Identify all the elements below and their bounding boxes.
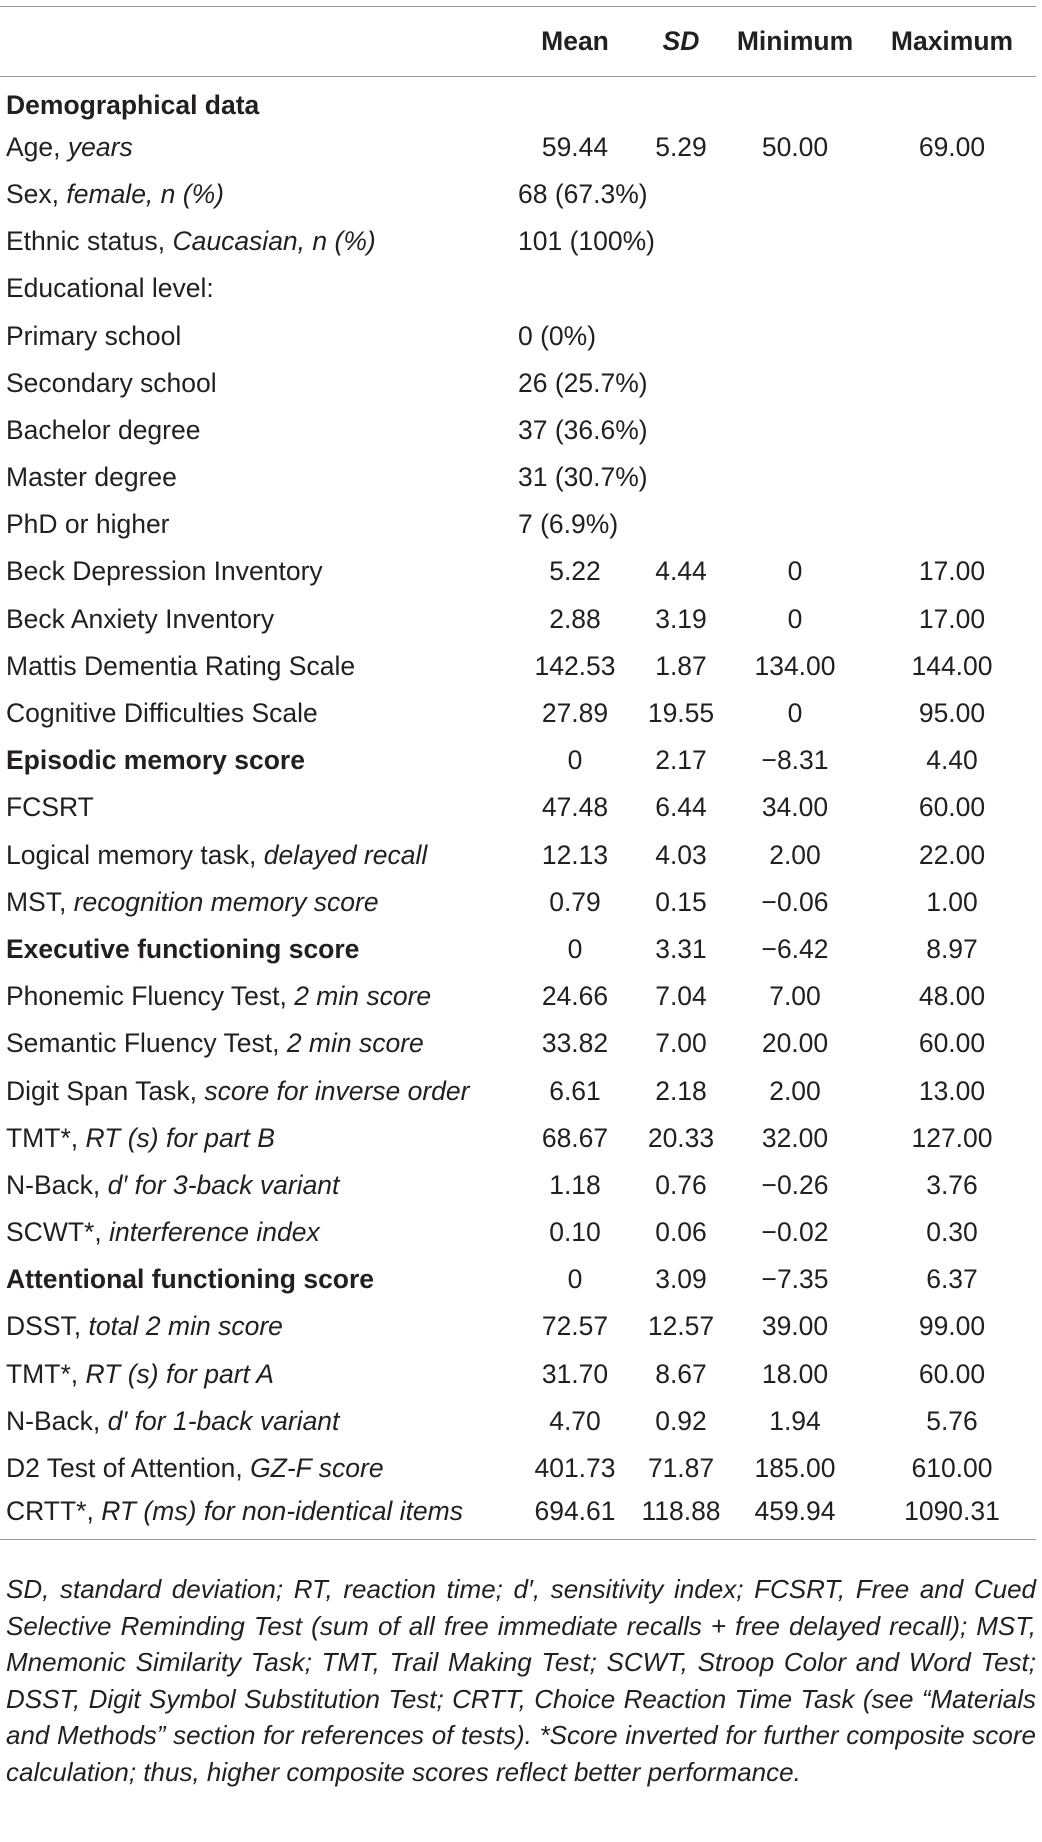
row-label xyxy=(0,1209,510,1256)
row-label-qualifier: total 2 min score xyxy=(88,1311,283,1342)
minimum-cell: 459.94 xyxy=(722,1492,868,1539)
maximum-cell: 99.00 xyxy=(918,1311,986,1342)
mean-cell: 27.89 xyxy=(541,698,609,729)
table-row xyxy=(0,1303,1036,1350)
count-percent-cell: 31 (30.7%) xyxy=(518,462,648,493)
table-row xyxy=(0,360,1036,407)
sd-cell: 118.88 xyxy=(640,1492,722,1539)
minimum-cell: 7.00 xyxy=(769,981,821,1012)
row-label-qualifier: RT (s) for part A xyxy=(85,1358,274,1389)
row-label-text: Phonemic Fluency Test, xyxy=(6,981,295,1012)
minimum-cell: −8.31 xyxy=(761,745,829,776)
row-label-text: D2 Test of Attention, xyxy=(6,1453,251,1484)
descriptive-statistics-table xyxy=(0,6,1036,1540)
table-section-row xyxy=(0,77,1036,124)
table-header-row xyxy=(0,7,1036,77)
table-section-row xyxy=(0,737,1036,784)
minimum-cell: 0 xyxy=(787,556,803,587)
row-label xyxy=(0,737,510,784)
sd-cell: 12.57 xyxy=(647,1311,715,1342)
count-percent-cell: 7 (6.9%) xyxy=(518,509,619,540)
row-label-text: Episodic memory score xyxy=(6,745,305,776)
table-row xyxy=(0,218,1036,265)
minimum-cell: 0 xyxy=(787,603,803,634)
maximum-cell: 95.00 xyxy=(918,698,986,729)
sd-cell: 20.33 xyxy=(647,1122,715,1153)
header-label-column xyxy=(0,7,510,77)
mean-cell: 59.44 xyxy=(541,131,609,162)
row-label-text: Educational level: xyxy=(6,273,214,304)
sd-cell: 3.31 xyxy=(655,933,707,964)
row-label-qualifier: RT (s) for part B xyxy=(85,1122,275,1153)
row-label-text: Secondary school xyxy=(6,367,217,398)
minimum-cell: 39.00 xyxy=(761,1311,829,1342)
row-label-qualifier: 2 min score xyxy=(294,981,432,1012)
sd-cell: 2.18 xyxy=(655,1075,707,1106)
minimum-cell: −7.35 xyxy=(761,1264,829,1295)
row-label-qualifier: d′ for 3-back variant xyxy=(107,1169,340,1200)
minimum-cell: 2.00 xyxy=(769,839,821,870)
count-percent-cell: 37 (36.6%) xyxy=(518,414,648,445)
table-row xyxy=(0,407,1036,454)
header-sd: SD xyxy=(640,7,722,77)
row-label xyxy=(0,1351,510,1398)
maximum-cell: 8.97 xyxy=(926,933,978,964)
row-label-text: DSST, xyxy=(6,1311,89,1342)
row-label-text: Master degree xyxy=(6,462,177,493)
count-percent-cell xyxy=(510,265,1036,312)
row-label xyxy=(0,360,510,407)
row-label xyxy=(0,1256,510,1303)
row-label xyxy=(0,1398,510,1445)
maximum-cell: 69.00 xyxy=(918,131,986,162)
table-row xyxy=(0,454,1036,501)
row-label-text: Logical memory task, xyxy=(6,839,264,870)
row-label-text: Attentional functioning score xyxy=(6,1264,375,1295)
mean-cell: 33.82 xyxy=(541,1028,609,1059)
table-row xyxy=(0,832,1036,879)
header-minimum: Minimum xyxy=(722,7,868,77)
row-label xyxy=(0,1020,510,1067)
row-label-text: Digit Span Task, xyxy=(6,1075,205,1106)
minimum-cell: 134.00 xyxy=(754,650,836,681)
mean-cell: 2.88 xyxy=(549,603,601,634)
sd-cell: 3.09 xyxy=(655,1264,707,1295)
sd-cell: 1.87 xyxy=(655,650,707,681)
mean-cell: 401.73 xyxy=(534,1453,616,1484)
row-label-qualifier: score for inverse order xyxy=(204,1075,470,1106)
count-percent-cell: 0 (0%) xyxy=(518,320,597,351)
mean-cell xyxy=(510,77,640,124)
row-label-text: Cognitive Difficulties Scale xyxy=(6,698,318,729)
row-label-text: Semantic Fluency Test, xyxy=(6,1028,287,1059)
sd-cell: 8.67 xyxy=(655,1358,707,1389)
table-row xyxy=(0,1162,1036,1209)
sd-cell: 4.44 xyxy=(655,556,707,587)
maximum-cell: 60.00 xyxy=(918,792,986,823)
sd-cell: 5.29 xyxy=(655,131,707,162)
sd-cell xyxy=(640,77,722,124)
row-label-qualifier: RT (ms) for non-identical items xyxy=(101,1495,463,1526)
row-label xyxy=(0,454,510,501)
mean-cell: 0 xyxy=(567,933,583,964)
minimum-cell: 18.00 xyxy=(761,1358,829,1389)
row-label-qualifier: recognition memory score xyxy=(73,886,379,917)
table-row xyxy=(0,1067,1036,1114)
maximum-cell: 17.00 xyxy=(918,556,986,587)
row-label-text: Ethnic status, xyxy=(6,226,173,257)
row-label xyxy=(0,1067,510,1114)
table-row xyxy=(0,171,1036,218)
mean-cell: 0.79 xyxy=(549,886,601,917)
mean-cell: 1.18 xyxy=(549,1169,601,1200)
row-label-qualifier: years xyxy=(67,131,133,162)
sd-cell: 6.44 xyxy=(655,792,707,823)
sd-cell: 7.04 xyxy=(655,981,707,1012)
row-label xyxy=(0,784,510,831)
row-label-qualifier: 2 min score xyxy=(286,1028,424,1059)
sd-cell: 0.06 xyxy=(655,1217,707,1248)
table-row xyxy=(0,124,1036,171)
minimum-cell: 20.00 xyxy=(761,1028,829,1059)
minimum-cell: −6.42 xyxy=(761,933,829,964)
row-label-text: SCWT*, xyxy=(6,1217,110,1248)
minimum-cell xyxy=(722,77,868,124)
maximum-cell: 0.30 xyxy=(926,1217,978,1248)
sd-cell: 4.03 xyxy=(655,839,707,870)
minimum-cell: 32.00 xyxy=(761,1122,829,1153)
row-label xyxy=(0,218,510,265)
table-row xyxy=(0,1492,1036,1539)
mean-cell: 31.70 xyxy=(541,1358,609,1389)
minimum-cell: 50.00 xyxy=(761,131,829,162)
minimum-cell: 34.00 xyxy=(761,792,829,823)
row-label xyxy=(0,832,510,879)
mean-cell: 4.70 xyxy=(549,1405,601,1436)
row-label-qualifier: d′ for 1-back variant xyxy=(107,1405,340,1436)
sd-cell: 19.55 xyxy=(647,698,715,729)
table-row xyxy=(0,1445,1036,1492)
row-label-text: Beck Anxiety Inventory xyxy=(6,603,275,634)
count-percent-cell: 101 (100%) xyxy=(518,226,656,257)
maximum-cell: 4.40 xyxy=(926,745,978,776)
row-label-text: Executive functioning score xyxy=(6,933,360,964)
table-row xyxy=(0,265,1036,312)
maximum-cell: 6.37 xyxy=(926,1264,978,1295)
count-percent-cell: 26 (25.7%) xyxy=(518,367,648,398)
count-percent-cell: 68 (67.3%) xyxy=(518,178,648,209)
table-footnote: SD, standard deviation; RT, reaction time; d′, sensitivity index; FCSRT, Free and Cued Selective Reminding Test (sum of all free immediate recalls + free delayed recall); MST, Mnemonic Similarity Task; TMT, Trail Making Test; SCWT, Stroop Color and Word Test; DSST, Digit Symbol Substitution Test; CRTT, Choice Reaction Time Task (see “Materials and Methods” section for references of tests). *Score inverted for further composite score calculation; thus, higher composite scores reflect better performance. xyxy=(6,1574,1036,1787)
maximum-cell xyxy=(868,77,1036,124)
row-label-text: N-Back, xyxy=(6,1405,108,1436)
row-label xyxy=(0,501,510,548)
maximum-cell: 5.76 xyxy=(926,1405,978,1436)
row-label-qualifier: interference index xyxy=(109,1217,320,1248)
table-row xyxy=(0,643,1036,690)
row-label-text: PhD or higher xyxy=(6,509,170,540)
row-label xyxy=(0,1303,510,1350)
row-label xyxy=(0,124,510,171)
maximum-cell: 60.00 xyxy=(918,1028,986,1059)
mean-cell: 72.57 xyxy=(541,1311,609,1342)
maximum-cell: 127.00 xyxy=(911,1122,993,1153)
minimum-cell: 2.00 xyxy=(769,1075,821,1106)
maximum-cell: 144.00 xyxy=(911,650,993,681)
row-label xyxy=(0,926,510,973)
row-label-qualifier: Caucasian, n (%) xyxy=(172,226,376,257)
sd-cell: 3.19 xyxy=(655,603,707,634)
row-label-text: MST, xyxy=(6,886,74,917)
row-label-text: Beck Depression Inventory xyxy=(6,556,323,587)
row-label xyxy=(0,548,510,595)
row-label-text: Primary school xyxy=(6,320,182,351)
table-row xyxy=(0,596,1036,643)
maximum-cell: 17.00 xyxy=(918,603,986,634)
row-label xyxy=(0,171,510,218)
row-label xyxy=(0,690,510,737)
table-row xyxy=(0,1115,1036,1162)
minimum-cell: −0.26 xyxy=(761,1169,829,1200)
row-label-text: Sex, xyxy=(6,178,67,209)
mean-cell: 24.66 xyxy=(541,981,609,1012)
row-label-text: Bachelor degree xyxy=(6,414,201,445)
sd-cell: 7.00 xyxy=(655,1028,707,1059)
sd-cell: 71.87 xyxy=(647,1453,715,1484)
row-label xyxy=(0,312,510,359)
minimum-cell: −0.02 xyxy=(761,1217,829,1248)
mean-cell: 0 xyxy=(567,745,583,776)
table-section-row xyxy=(0,926,1036,973)
row-label-text: N-Back, xyxy=(6,1169,108,1200)
mean-cell: 47.48 xyxy=(541,792,609,823)
table-row xyxy=(0,690,1036,737)
row-label-qualifier: female, n (%) xyxy=(66,178,224,209)
row-label-text: TMT*, xyxy=(6,1358,86,1389)
maximum-cell: 13.00 xyxy=(918,1075,986,1106)
mean-cell: 694.61 xyxy=(510,1492,640,1539)
row-label xyxy=(0,596,510,643)
maximum-cell: 22.00 xyxy=(918,839,986,870)
header-mean: Mean xyxy=(510,7,640,77)
row-label xyxy=(0,265,510,312)
sd-cell: 0.92 xyxy=(655,1405,707,1436)
table-row xyxy=(0,1209,1036,1256)
row-label xyxy=(0,1115,510,1162)
minimum-cell: −0.06 xyxy=(761,886,829,917)
maximum-cell: 1090.31 xyxy=(868,1492,1036,1539)
row-label-text: FCSRT xyxy=(6,792,94,823)
row-label-text: Demographical data xyxy=(6,89,260,120)
mean-cell: 0.10 xyxy=(549,1217,601,1248)
mean-cell: 68.67 xyxy=(541,1122,609,1153)
mean-cell: 6.61 xyxy=(549,1075,601,1106)
row-label xyxy=(0,973,510,1020)
sd-cell: 2.17 xyxy=(655,745,707,776)
mean-cell: 12.13 xyxy=(541,839,609,870)
row-label xyxy=(0,643,510,690)
sd-cell: 0.15 xyxy=(655,886,707,917)
row-label xyxy=(0,1492,510,1539)
table-body xyxy=(0,77,1036,1540)
table-row xyxy=(0,1351,1036,1398)
table-row xyxy=(0,501,1036,548)
mean-cell: 0 xyxy=(567,1264,583,1295)
row-label-qualifier: delayed recall xyxy=(263,839,428,870)
row-label-text: CRTT*, xyxy=(6,1495,102,1526)
table-row xyxy=(0,548,1036,595)
header-maximum: Maximum xyxy=(868,7,1036,77)
mean-cell: 5.22 xyxy=(549,556,601,587)
table-row xyxy=(0,312,1036,359)
row-label-text: TMT*, xyxy=(6,1122,86,1153)
mean-cell: 142.53 xyxy=(534,650,616,681)
maximum-cell: 48.00 xyxy=(918,981,986,1012)
table-row xyxy=(0,1020,1036,1067)
row-label xyxy=(0,879,510,926)
minimum-cell: 0 xyxy=(787,698,803,729)
row-label xyxy=(0,1162,510,1209)
row-label-text: Mattis Dementia Rating Scale xyxy=(6,650,356,681)
minimum-cell: 1.94 xyxy=(769,1405,821,1436)
row-label-qualifier: GZ-F score xyxy=(250,1453,384,1484)
table-row xyxy=(0,1398,1036,1445)
table-row xyxy=(0,973,1036,1020)
minimum-cell: 185.00 xyxy=(754,1453,836,1484)
table-row xyxy=(0,879,1036,926)
sd-cell: 0.76 xyxy=(655,1169,707,1200)
row-label xyxy=(0,1445,510,1492)
row-label xyxy=(0,77,510,124)
maximum-cell: 3.76 xyxy=(926,1169,978,1200)
maximum-cell: 1.00 xyxy=(926,886,978,917)
maximum-cell: 60.00 xyxy=(918,1358,986,1389)
table-section-row xyxy=(0,1256,1036,1303)
maximum-cell: 610.00 xyxy=(911,1453,993,1484)
row-label-text: Age, xyxy=(6,131,68,162)
row-label xyxy=(0,407,510,454)
table-row xyxy=(0,784,1036,831)
